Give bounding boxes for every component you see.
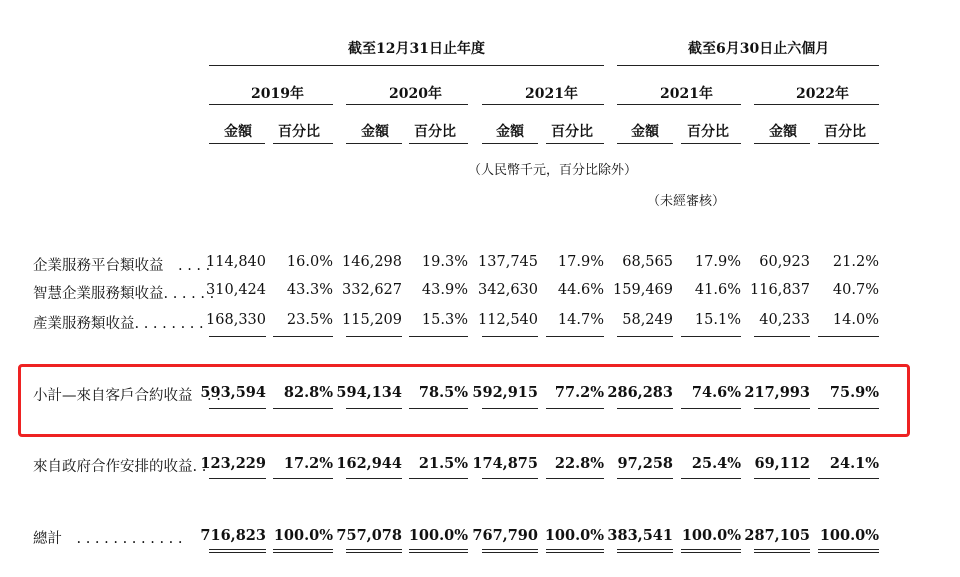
divider (209, 478, 266, 479)
col-percent: 百分比 (551, 124, 593, 140)
divider (482, 549, 538, 553)
amount-cell: 97,258 (617, 455, 673, 472)
divider (818, 478, 879, 479)
percent-cell: 14.7% (557, 312, 604, 328)
amount-cell: 162,944 (336, 455, 402, 472)
divider (617, 549, 673, 553)
year-2019: 2019年 (251, 86, 304, 102)
amount-cell: 342,630 (478, 282, 538, 298)
amount-cell: 69,112 (754, 455, 810, 472)
divider (617, 478, 673, 479)
percent-cell: 21.5% (418, 455, 468, 472)
percent-cell: 16.0% (286, 254, 333, 270)
unit-note: （人民幣千元，百分比除外） (468, 163, 638, 178)
amount-cell: 592,915 (472, 384, 538, 401)
col-percent: 百分比 (687, 124, 729, 140)
amount-cell: 40,233 (759, 312, 810, 328)
divider (409, 478, 468, 479)
percent-cell: 100.0% (681, 527, 741, 544)
divider (346, 143, 402, 144)
amount-cell: 68,565 (622, 254, 673, 270)
percent-cell: 25.4% (691, 455, 741, 472)
divider (273, 478, 333, 479)
divider (482, 336, 538, 337)
amount-cell: 332,627 (342, 282, 402, 298)
amount-cell: 168,330 (206, 312, 266, 328)
percent-cell: 17.2% (283, 455, 333, 472)
percent-cell: 77.2% (554, 384, 604, 401)
divider (209, 104, 333, 105)
percent-cell: 23.5% (286, 312, 333, 328)
amount-cell: 716,823 (200, 527, 266, 544)
header-interim-period: 截至6月30日止六個月 (688, 41, 830, 57)
percent-cell: 14.0% (832, 312, 879, 328)
percent-cell: 22.8% (554, 455, 604, 472)
divider (617, 65, 879, 66)
col-amount: 金額 (496, 124, 524, 140)
row-label: 產業服務類收益. . . . . . . . (33, 316, 204, 332)
amount-cell: 757,078 (336, 527, 402, 544)
divider (346, 478, 402, 479)
divider (617, 104, 741, 105)
divider (482, 104, 604, 105)
header-annual-period: 截至12月31日止年度 (348, 41, 485, 57)
divider (546, 336, 604, 337)
amount-cell: 767,790 (472, 527, 538, 544)
divider (273, 549, 333, 553)
col-percent: 百分比 (824, 124, 866, 140)
percent-cell: 100.0% (544, 527, 604, 544)
percent-cell: 19.3% (421, 254, 468, 270)
amount-cell: 594,134 (336, 384, 402, 401)
divider (546, 478, 604, 479)
percent-cell: 17.9% (694, 254, 741, 270)
amount-cell: 58,249 (622, 312, 673, 328)
percent-cell: 40.7% (832, 282, 879, 298)
divider (209, 549, 266, 553)
unaudited-note: （未經審核） (647, 194, 726, 209)
divider (209, 143, 265, 144)
amount-cell: 116,837 (750, 282, 810, 298)
divider (546, 549, 604, 553)
divider (346, 336, 402, 337)
divider (273, 336, 333, 337)
amount-cell: 593,594 (200, 384, 266, 401)
divider (681, 549, 741, 553)
divider (681, 143, 741, 144)
divider (409, 549, 468, 553)
percent-cell: 43.9% (421, 282, 468, 298)
divider (409, 143, 468, 144)
col-amount: 金額 (631, 124, 659, 140)
divider (754, 549, 810, 553)
amount-cell: 217,993 (744, 384, 810, 401)
amount-cell: 123,229 (200, 455, 266, 472)
percent-cell: 44.6% (557, 282, 604, 298)
col-amount: 金額 (769, 124, 797, 140)
percent-cell: 82.8% (283, 384, 333, 401)
row-label: 小計—來自客戶合約收益 . . (33, 388, 221, 404)
percent-cell: 15.1% (694, 312, 741, 328)
percent-cell: 74.6% (691, 384, 741, 401)
amount-cell: 60,923 (759, 254, 810, 270)
col-percent: 百分比 (278, 124, 320, 140)
divider (681, 336, 741, 337)
year-2021-interim: 2021年 (660, 86, 713, 102)
row-label: 來自政府合作安排的收益. . (33, 459, 207, 475)
divider (273, 143, 333, 144)
divider (346, 104, 468, 105)
amount-cell: 287,105 (744, 527, 810, 544)
percent-cell: 100.0% (819, 527, 879, 544)
percent-cell: 24.1% (829, 455, 879, 472)
divider (482, 478, 538, 479)
divider (681, 478, 741, 479)
year-2020: 2020年 (389, 86, 442, 102)
percent-cell: 100.0% (273, 527, 333, 544)
divider (209, 65, 604, 66)
row-label: 企業服務平台類收益 . . . . (33, 258, 211, 274)
divider (209, 336, 266, 337)
divider (754, 336, 810, 337)
amount-cell: 159,469 (613, 282, 673, 298)
amount-cell: 310,424 (206, 282, 266, 298)
divider (346, 549, 402, 553)
row-label: 總計 . . . . . . . . . . . . (33, 531, 183, 547)
divider (754, 143, 810, 144)
row-label: 智慧企業服務類收益. . . . . . (33, 286, 215, 302)
col-percent: 百分比 (414, 124, 456, 140)
amount-cell: 115,209 (342, 312, 402, 328)
divider (617, 143, 673, 144)
divider (754, 104, 879, 105)
divider (546, 143, 604, 144)
percent-cell: 75.9% (829, 384, 879, 401)
year-2021: 2021年 (525, 86, 578, 102)
highlight-box (18, 364, 910, 437)
percent-cell: 17.9% (557, 254, 604, 270)
divider (409, 336, 468, 337)
amount-cell: 112,540 (478, 312, 538, 328)
percent-cell: 100.0% (408, 527, 468, 544)
col-amount: 金額 (224, 124, 252, 140)
year-2022-interim: 2022年 (796, 86, 849, 102)
col-amount: 金額 (361, 124, 389, 140)
percent-cell: 41.6% (694, 282, 741, 298)
divider (754, 478, 810, 479)
divider (818, 143, 879, 144)
percent-cell: 78.5% (418, 384, 468, 401)
percent-cell: 21.2% (832, 254, 879, 270)
percent-cell: 15.3% (421, 312, 468, 328)
amount-cell: 146,298 (342, 254, 402, 270)
percent-cell: 43.3% (286, 282, 333, 298)
divider (617, 336, 673, 337)
amount-cell: 114,840 (206, 254, 266, 270)
divider (818, 549, 879, 553)
amount-cell: 137,745 (478, 254, 538, 270)
divider (818, 336, 879, 337)
amount-cell: 286,283 (607, 384, 673, 401)
amount-cell: 174,875 (472, 455, 538, 472)
divider (482, 143, 538, 144)
amount-cell: 383,541 (607, 527, 673, 544)
